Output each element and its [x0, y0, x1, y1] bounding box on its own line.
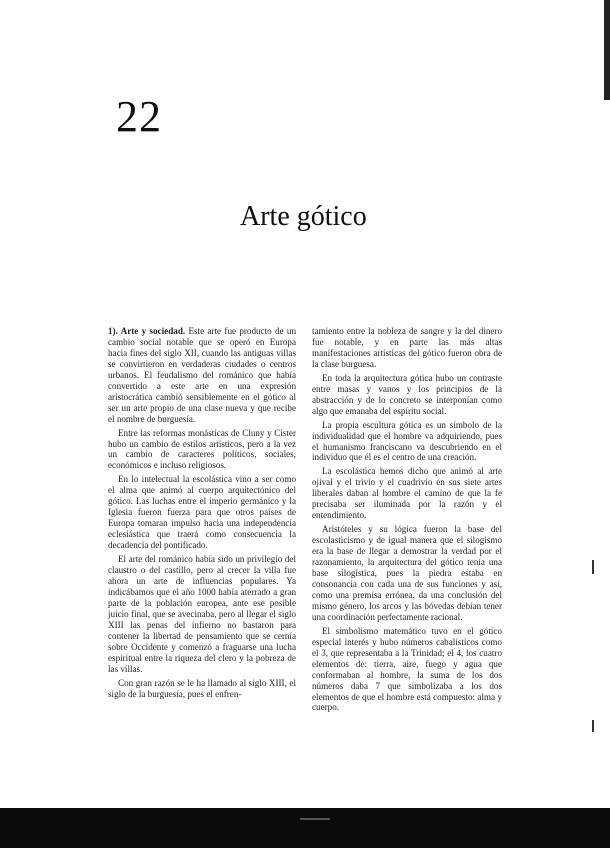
paragraph-continuation: tamiento entre la nobleza de sangre y la del dinero fue notable, y en parte las más altas manifestaciones artísticas del gótico fueron obra de la clase burguesa.: [312, 326, 502, 369]
chapter-number: 22: [116, 92, 162, 141]
paragraph-trivio: La escolástica hemos dicho que animó al arte ojival y el trivio y el cuadrivio en sus siete artes liberales daban al hombre el camino de que la fe precisaba ser iluminada por la razón y el entendimiento.: [312, 466, 502, 521]
paragraph-arte-y-sociedad: [108, 326, 296, 425]
paragraph-text: Este arte fue producto de un cambio social notable que se operó en Europa hacia fines del siglo XII, cuando las antiguas villas se convirtieron en verdaderas ciudades o centros urbanos. El feudalismo del románico que había convertido a este arte en una expresión aristocrática cambió sensiblemente en el gótico al ser un arte propio de una clase nueva y que recibe el nombre de burguesía.: [108, 326, 296, 424]
paragraph-escultura: La propia escultura gótica es un símbolo de la individualidad que el hombre va adquiriendo, pues el humanismo franciscano va descubriendo en el individuo que él es el centro de una creación.: [312, 419, 502, 463]
left-column: [108, 326, 296, 702]
paragraph-aristoteles: Aristóteles y su lógica fueron la base del escolasticismo y de igual manera que el silogismo era la base de llegar a demostrar la verdad por el razonamiento, la arquitectura del gótico tenía una base silogística, pues la piedra estaba en consonancia con cada una de sus funciones y así, como una premisa errónea, da una conclusión del mismo género, los arcos y las bóvedas debían tener una coordinación perfectamente racional.: [312, 524, 502, 622]
paragraph-burguesia: Con gran razón se le ha llamado al siglo XIII, el siglo de la burguesía, pues el enfren-: [108, 677, 296, 699]
paragraph-reformas: Entre las reformas monásticas de Cluny y Cister hubo un cambio de estilos artísticos, pero a la vez un cambio de caracteres políticos, sociales, económicos e incluso religiosos.: [108, 427, 296, 471]
page-bottom-rule: [300, 818, 330, 820]
margin-mark: [592, 560, 594, 574]
paragraph-romanico: El arte del románico había sido un privilegio del claustro o del castillo, pero al crecer la villa fue ahora un arte de influencias populares. Ya indicábamos que el año 1000 había aterrado a gran parte de la población europea, ante ese posible juicio final, que se avecinaba, pero al llegar el siglo XIII las penas del infierno no bastaron para contener la libertad de pensamiento que se cernía sobre Occidente y comenzó a fraguarse una lucha espiritual entre la riqueza del clero y la pobreza de las villas.: [108, 554, 296, 674]
paragraph-simbolismo: El simbolismo matemático tuvo en el gótico especial interés y hubo números cabalísticos como el 3, que representaba a la Trinidad; el 4, los cuatro elementos de: tierra, aire, fuego y agua que conformaban al hombre, la suma de los dos números daba 7 que simbolizaba a los dos elementos de que el hombre está compuesto: alma y cuerpo.: [312, 625, 502, 713]
margin-mark: [592, 720, 594, 732]
scan-bottom-border: [0, 808, 610, 848]
right-column: [312, 326, 502, 716]
scan-edge-shadow: [604, 0, 610, 100]
paragraph-escolastica: En lo intelectual la escolástica vino a ser como el alma que animó al cuerpo arquitectónico del gótico. Las luchas entre el imperio germánico y la Iglesia fueron fuerza para que otros países de Europa tomaran impulso hacia una independencia eclesiástica que traerá como consecuencia la decadencia del pontificado.: [108, 474, 296, 551]
section-heading: 1). Arte y sociedad.: [108, 326, 186, 336]
paragraph-arquitectura: En toda la arquitectura gótica hubo un contraste entre masas y vanos y los principios de la abstracción y de lo concreto se interponían como algo que emanaba del espíritu social.: [312, 372, 502, 416]
chapter-title: Arte gótico: [240, 201, 367, 232]
